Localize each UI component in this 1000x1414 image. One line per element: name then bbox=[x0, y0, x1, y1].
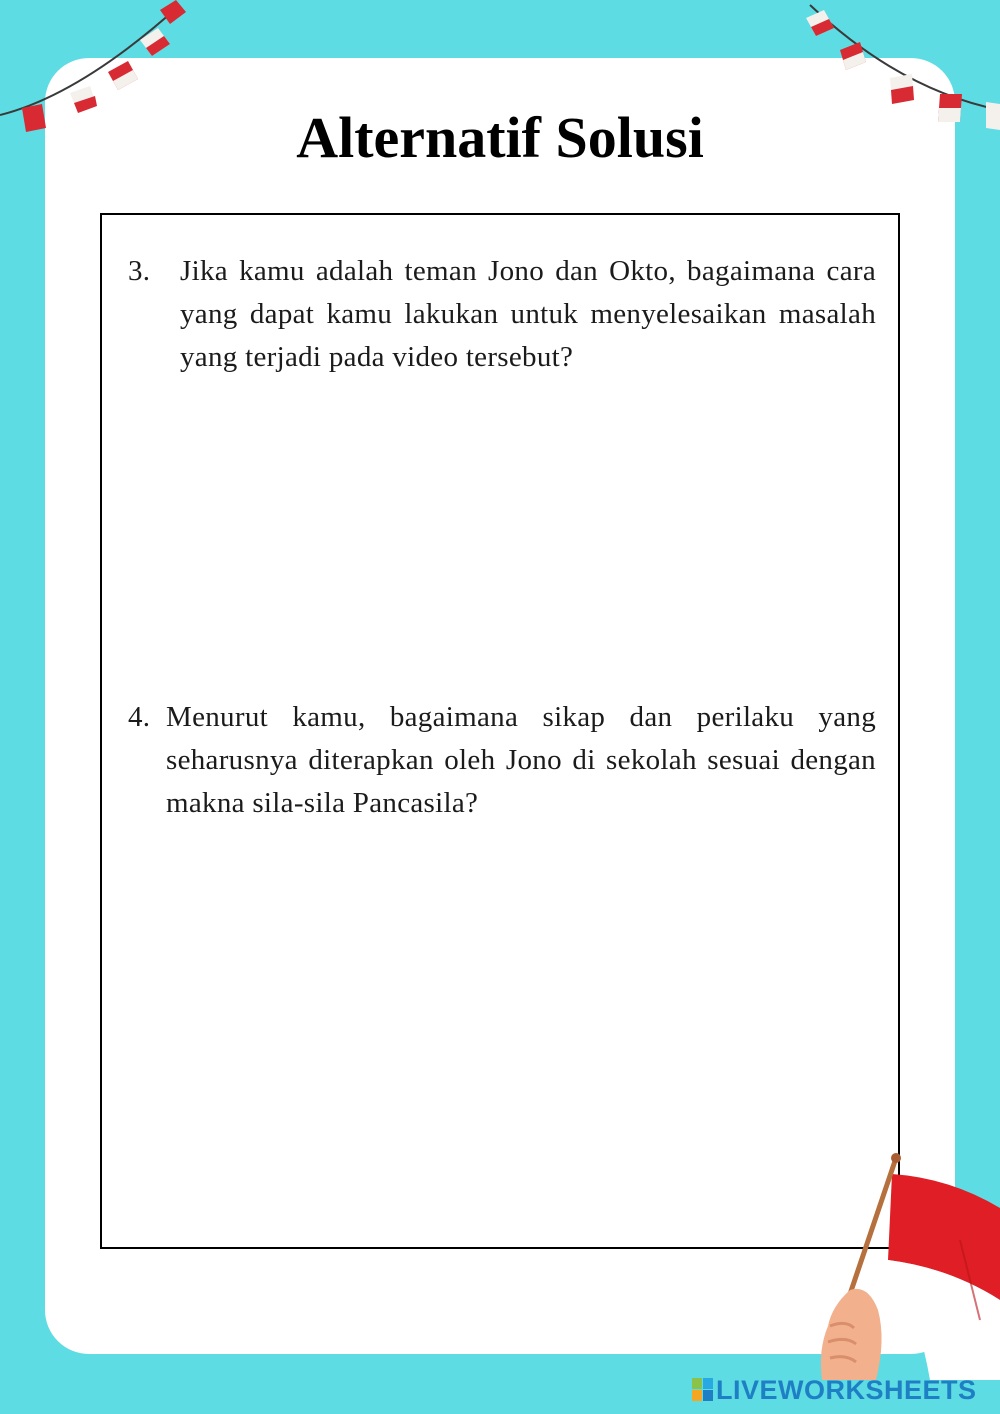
question-4 bbox=[128, 696, 876, 825]
liveworksheets-watermark[interactable] bbox=[692, 1374, 977, 1406]
indonesian-flag-hand-icon bbox=[810, 1150, 1000, 1380]
liveworksheets-logo-icon bbox=[692, 1378, 714, 1402]
watermark-text: LIVEWORKSHEETS bbox=[716, 1374, 977, 1405]
question-3 bbox=[128, 250, 876, 379]
question-text: Menurut kamu, bagaimana sikap dan perilaku yang seharusnya diterapkan oleh Jono di sekolah sesuai dengan makna sila-sila Pancasila? bbox=[166, 701, 876, 819]
page-title: Alternatif Solusi bbox=[296, 105, 704, 170]
question-number: 3. bbox=[128, 255, 151, 287]
question-text: Jika kamu adalah teman Jono dan Okto, bagaimana cara yang dapat kamu lakukan untuk menyelesaikan masalah yang terjadi pada video tersebut? bbox=[180, 255, 876, 373]
question-number: 4. bbox=[128, 701, 151, 733]
